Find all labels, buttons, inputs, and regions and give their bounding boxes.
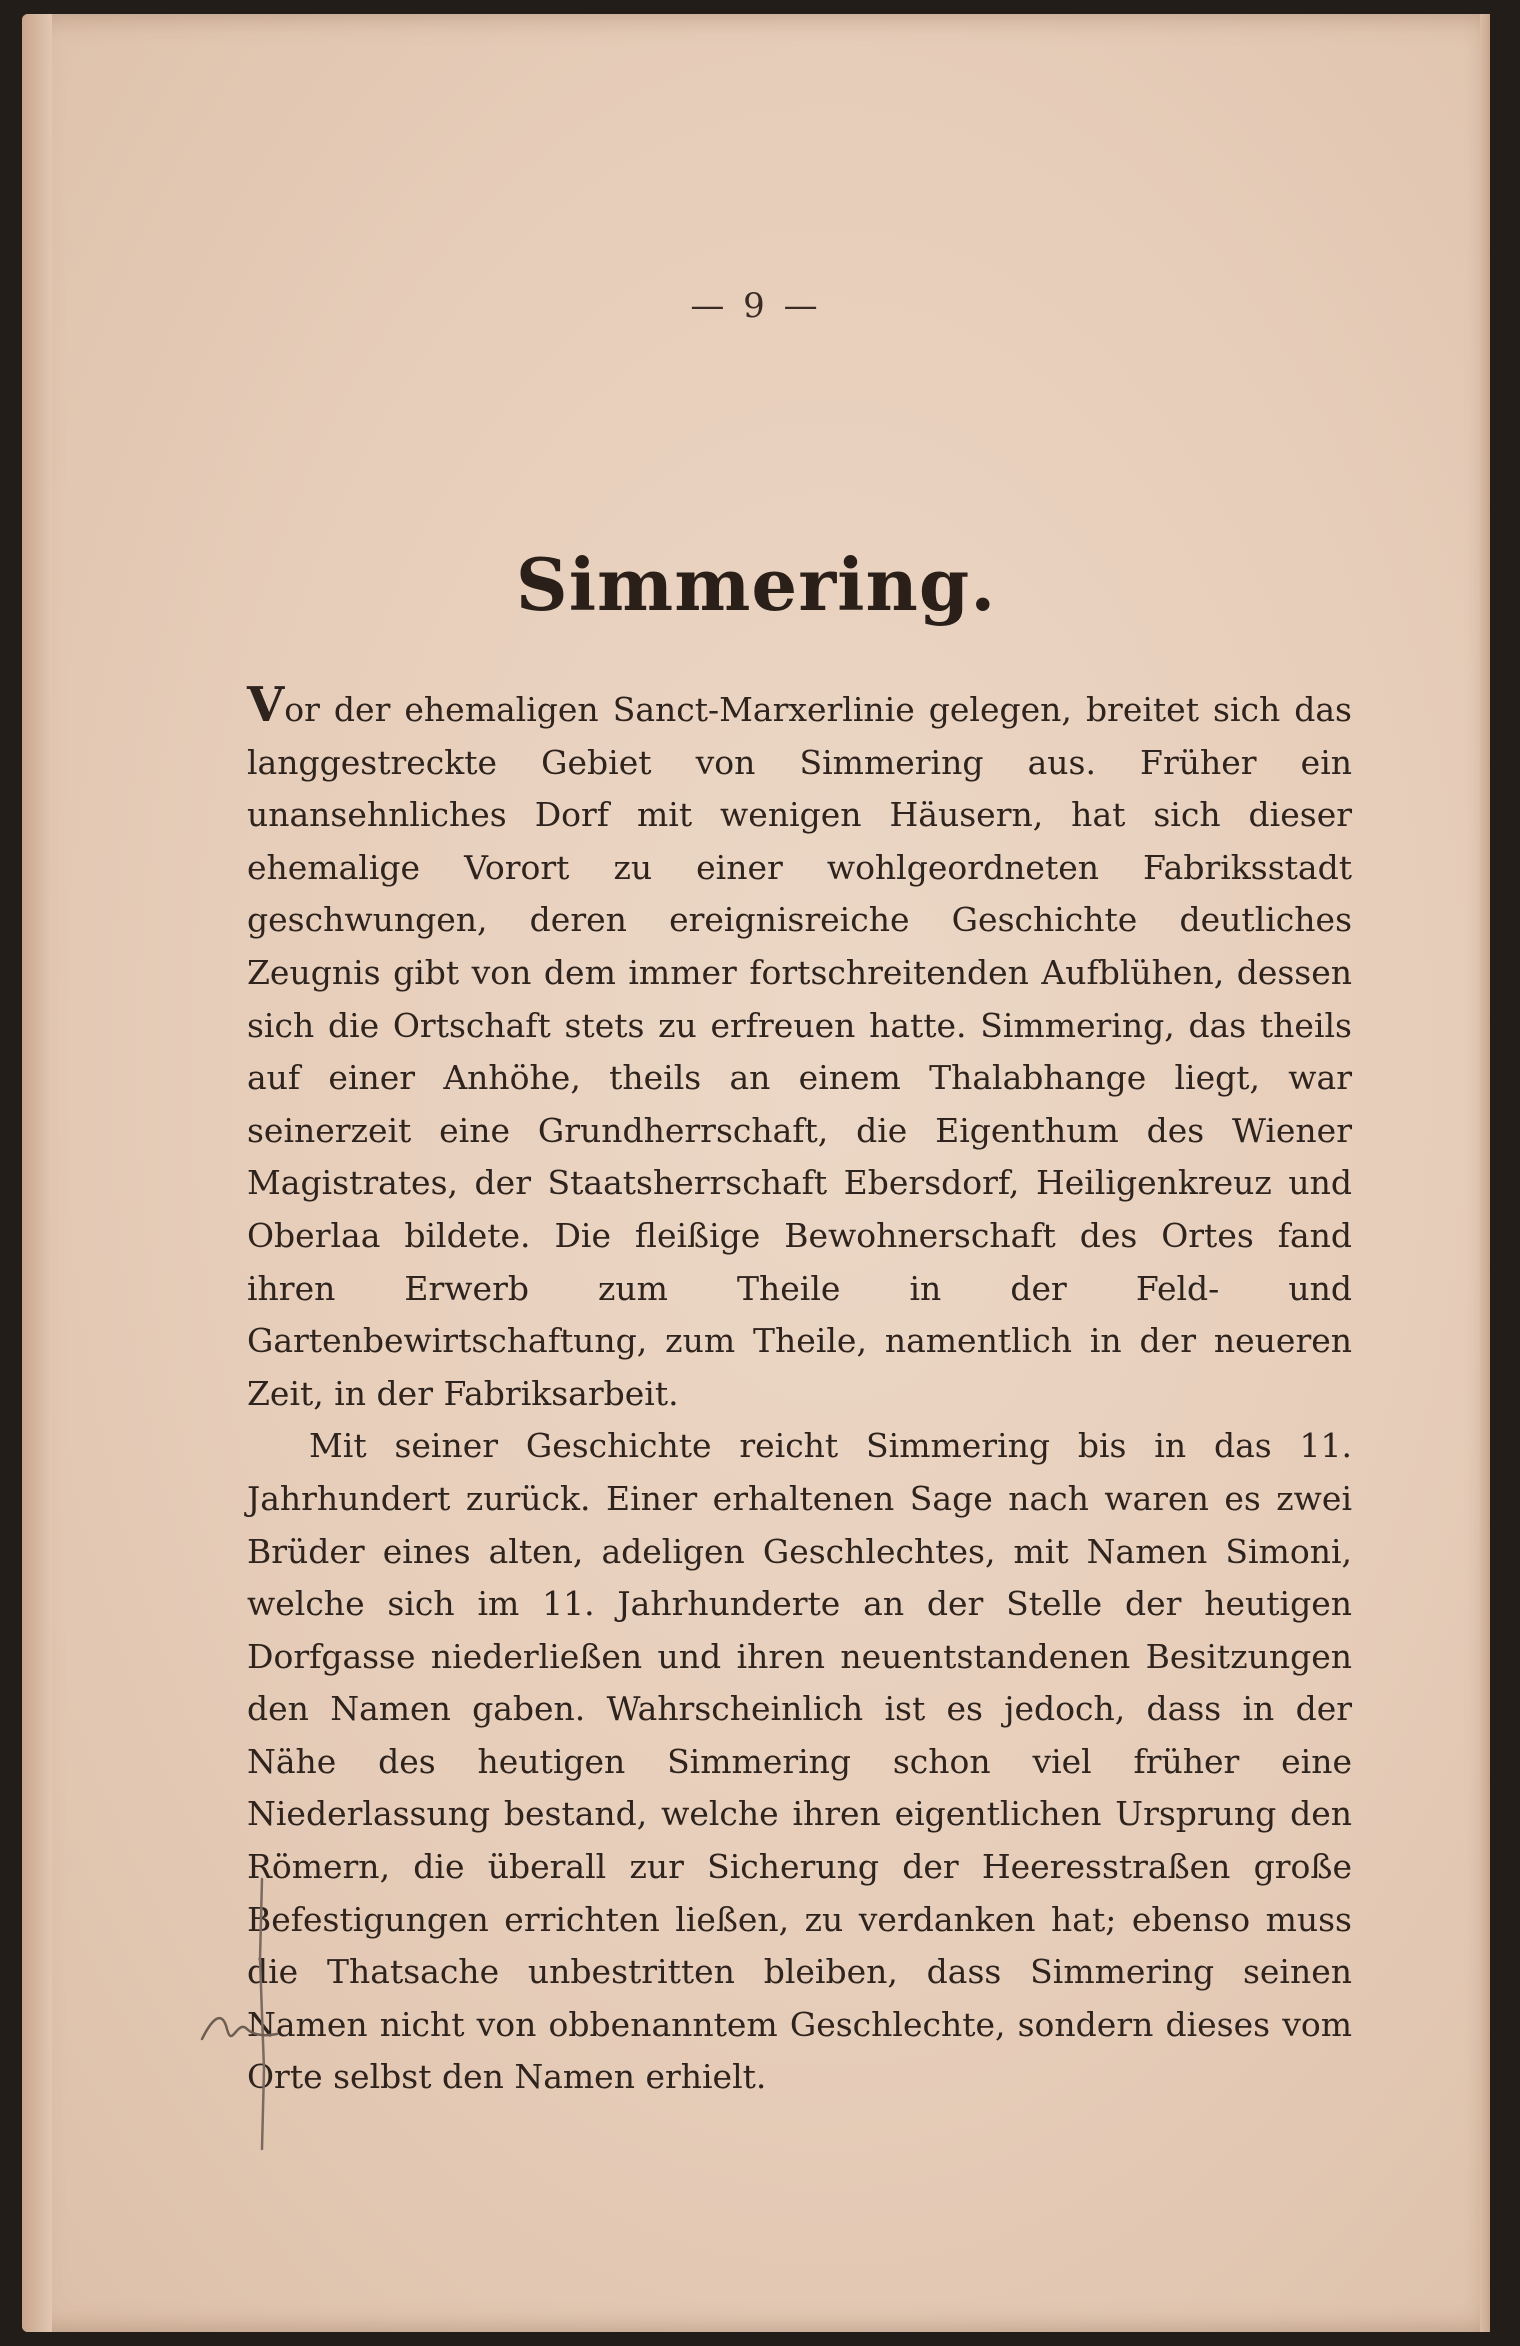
paragraph-1-text: or der ehemaligen Sanct-Marxerlinie gelegen, breitet sich das langgestreckte Gebiet von Simmering aus. Früher ein unansehnliches Dorf mit wenigen Häusern, hat sich dieser ehemalige Vorort zu einer wohlgeordneten Fabriksstadt geschwungen, deren ereignisreiche Geschichte deutliches Zeugnis gibt von dem immer fortschreitenden Aufblühen, dessen sich die Ortschaft stets zu erfreuen hatte. Simmering, das theils auf einer Anhöhe, theils an einem Thalabhange liegt, war seinerzeit eine Grundherrschaft, die Eigenthum des Wiener Magistrates, der Staatsherrschaft Ebersdorf, Heiligenkreuz und Oberlaa bildete. Die fleißige Bewohnerschaft des Ortes fand ihren Erwerb zum Theile in der Feld- und Gartenbewirtschaftung, zum Theile, namentlich in der neueren Zeit, in der Fabriksarbeit.: [247, 690, 1352, 1413]
paragraph-2: Mit seiner Geschichte reicht Simmering bis in das 11. Jahrhundert zurück. Einer erhaltenen Sage nach waren es zwei Brüder eines alten, adeligen Geschlechtes, mit Namen Simoni, welche sich im 11. Jahrhunderte an der Stelle der heutigen Dorfgasse niederließen und ihren neuentstandenen Besitzungen den Namen gaben. Wahrscheinlich ist es jedoch, dass in der Nähe des heutigen Simmering schon viel früher eine Niederlassung bestand, welche ihren eigentlichen Ursprung den Römern, die überall zur Sicherung der Heeresstraßen große Befestigungen errichten ließen, zu verdanken hat; ebenso muss die Thatsache unbestritten bleiben, dass Simmering seinen Namen nicht von obbenanntem Geschlechte, sondern dieses vom Orte selbst den Namen erhielt.: [247, 1426, 1352, 2097]
page-number: — 9 —: [690, 286, 822, 326]
paragraph-1: [247, 677, 1352, 1420]
body-text: [247, 677, 1352, 2104]
chapter-title: Simmering.: [515, 542, 997, 627]
page-edge: [1480, 14, 1490, 2332]
book-page: [22, 14, 1490, 2332]
book-spine: [22, 14, 52, 2332]
initial-letter: V: [247, 677, 285, 733]
